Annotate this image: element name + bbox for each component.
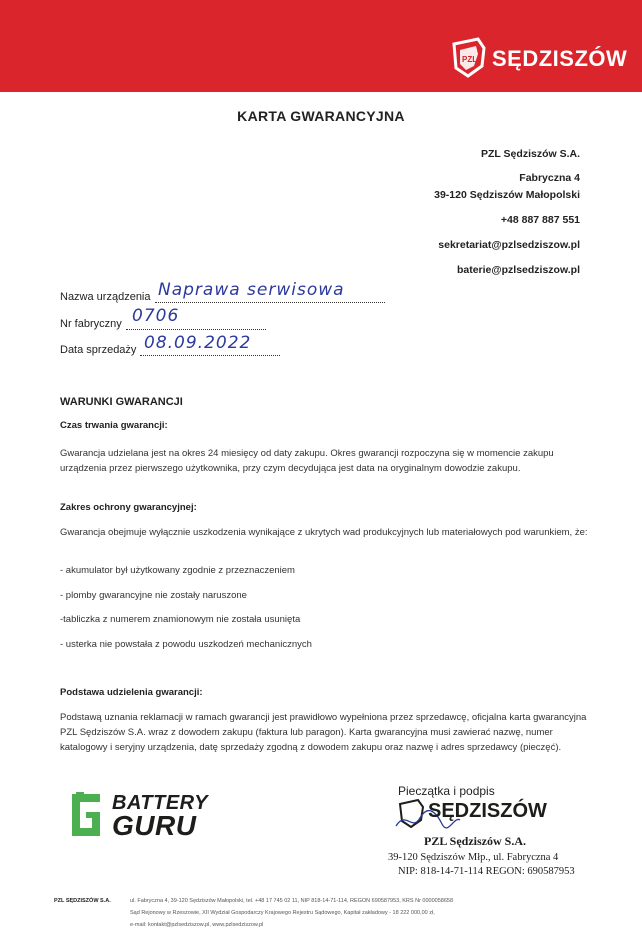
scope-item: -tabliczka z numerem znamionowym nie została usunięta	[60, 614, 301, 625]
battery-guru-line1: BATTERY	[112, 792, 209, 814]
conditions-heading: WARUNKI GWARANCJI	[60, 396, 183, 408]
company-email-batteries: baterie@pzlsedziszow.pl	[456, 264, 580, 276]
stamp-nip: NIP: 818-14-71-114 REGON: 690587953	[398, 866, 575, 877]
basis-heading: Podstawa udzielenia gwarancji:	[60, 687, 203, 698]
stamp-address: 39-120 Sędziszów Młp., ul. Fabryczna 4	[388, 852, 559, 863]
brand-logo	[448, 36, 638, 80]
stamp-label: Pieczątka i podpis	[398, 784, 495, 798]
scope-item: - plomby gwarancyjne nie zostały naruszone	[60, 590, 247, 601]
emblem-text: PZL	[462, 55, 478, 64]
duration-heading: Czas trwania gwarancji:	[60, 420, 168, 431]
scope-heading: Zakres ochrony gwarancyjnej:	[60, 502, 197, 513]
company-name: PZL Sędziszów S.A.	[481, 148, 580, 160]
sale-date-value: 08.09.2022	[144, 333, 252, 353]
serial-number-value: 0706	[132, 306, 180, 326]
page-title: KARTA GWARANCYJNA	[237, 108, 405, 124]
battery-guru-line2: GURU	[112, 810, 197, 841]
stamp-company: PZL Sędziszów S.A.	[424, 834, 527, 848]
scope-text: Gwarancja obejmuje wyłącznie uszkodzenia wynikające z ukrytych wad produkcyjnych lub materiałowych pod warunkiem, że:	[60, 527, 588, 538]
pzl-emblem-icon	[448, 36, 488, 78]
company-email-secretariat: sekretariat@pzlsedziszow.pl	[438, 239, 580, 251]
brand-name: SĘDZISZÓW	[492, 46, 628, 71]
device-name-label: Nazwa urządzenia	[60, 291, 151, 303]
basis-text: Podstawą uznania reklamacji w ramach gwarancji jest prawidłowo wypełniona przez sprzedawcę, oficjalna karta gwarancyjna PZL Sędziszów S.A. wraz z dowodem zakupu (faktura lub paragon). Karta gwarancyjna musi zawierać nazwę, numer katalogowy i seryjny urządzenia, datę sprzedaży zgodną z dowodem zakupu oraz nazwę i adres sprzedawcy (pieczęć).	[60, 712, 587, 753]
footer-line1: ul. Fabryczna 4, 39-120 Sędziszów Małopolski, tel. +48 17 745 02 11, NIP 818-14-71-114, REGON 690587953, KRS Nr 0000058658	[130, 898, 454, 904]
footer-company-name: PZL SĘDZISZÓW S.A.	[54, 898, 111, 904]
serial-number-label: Nr fabryczny	[60, 318, 122, 330]
scope-item: - usterka nie powstała z powodu uszkodzeń mechanicznych	[60, 639, 312, 650]
duration-text: Gwarancja udzielana jest na okres 24 miesięcy od daty zakupu. Okres gwarancji rozpoczyna się w momencie zakupu urządzenia przez pierwszego użytkownika, przy czym decydująca jest data na oryginalnym dowodzie zakupu.	[60, 448, 554, 474]
footer-line2: Sąd Rejonowy w Rzeszowie, XII Wydział Gospodarczy Krajowego Rejestru Sądowego, Kapitał zakładowy - 18 222 000,00 zł,	[130, 910, 435, 916]
company-phone: +48 887 887 551	[500, 214, 580, 226]
device-name-value: Naprawa serwisowa	[158, 280, 345, 300]
company-city: 39-120 Sędziszów Małopolski	[434, 189, 580, 201]
stamp-brand: SĘDZISZÓW	[428, 800, 547, 822]
header-banner	[0, 0, 642, 92]
footer-company	[54, 898, 111, 904]
sale-date-label: Data sprzedaży	[60, 344, 137, 356]
footer-line3: e-mail: kontakt@pzlsedziszow.pl, www.pzlsedziszow.pl	[130, 922, 264, 928]
battery-guru-logo	[66, 792, 216, 840]
company-street: Fabryczna 4	[519, 172, 580, 184]
battery-guru-icon	[66, 792, 106, 838]
scope-item: - akumulator był użytkowany zgodnie z przeznaczeniem	[60, 565, 295, 576]
